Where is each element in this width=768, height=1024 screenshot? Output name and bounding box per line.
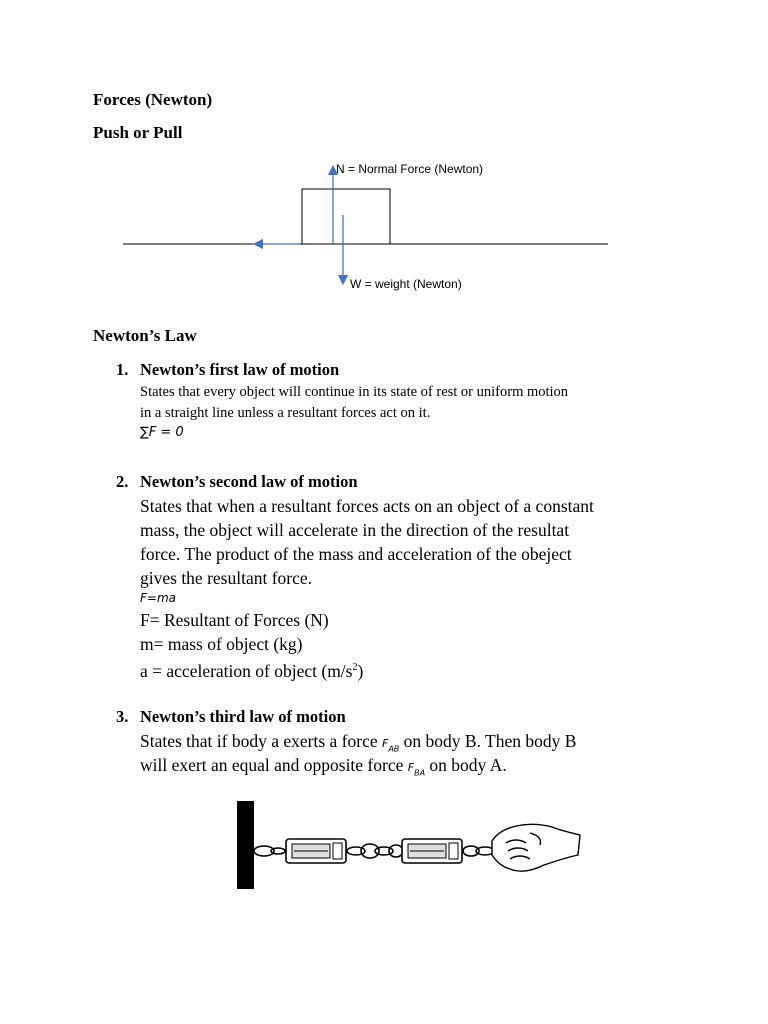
chain-middle (347, 844, 403, 858)
heading-forces: Forces (Newton) (93, 90, 213, 109)
wall (237, 801, 254, 889)
law-1-line-1: States that every object will continue in its state of rest or uniform motion (140, 384, 569, 400)
law-3-line-1: States that if body a exerts a force $F_{AB}$ on body B. Then body B (140, 731, 577, 754)
law-2-def-acceleration: a = acceleration of object $(m/s^2)$ (140, 660, 364, 681)
law-2-line-3: force. The product of the mass and acceleration of the obeject (140, 544, 572, 564)
law-2-line-4: gives the resultant force. (140, 568, 313, 588)
heading-newtons-law: Newton’s Law (93, 326, 197, 345)
law-1-title: Newton’s first law of motion (140, 360, 340, 379)
spring-balance-1 (286, 839, 346, 863)
law-1-formula: ∑F = 0 (140, 425, 184, 440)
law-3-title: Newton’s third law of motion (140, 707, 346, 726)
law-1-line-2: in a straight line unless a resultant forces act on it. (140, 405, 431, 421)
normal-force-label: N = Normal Force (Newton) (336, 162, 484, 176)
law-1-number: 1. (116, 360, 129, 379)
law-2-title: Newton’s second law of motion (140, 472, 358, 491)
law-2-def-force: F= Resultant of Forces (N) (140, 610, 329, 630)
law-2-formula: F=ma (140, 591, 176, 605)
law-2-def-mass: m= mass of object (kg) (140, 634, 303, 654)
hand (492, 824, 580, 871)
law-2-number: 2. (116, 472, 129, 491)
block (302, 189, 390, 244)
law-2-line-2: mass, the object will accelerate in the direction of the resultat (140, 520, 570, 540)
heading-push-pull: Push or Pull (93, 123, 183, 142)
spring-balance-2 (402, 839, 462, 863)
law-3-number: 3. (116, 707, 129, 726)
spring-balance-illustration (230, 795, 590, 895)
law-2-line-1: States that when a resultant forces acts on an object of a constant (140, 496, 594, 516)
chain-right (463, 846, 494, 856)
law-3-line-2: will exert an equal and opposite force $F_{BA}$ on body A. (140, 755, 507, 778)
chain-left (254, 846, 285, 856)
weight-label: W = weight (Newton) (350, 277, 462, 291)
